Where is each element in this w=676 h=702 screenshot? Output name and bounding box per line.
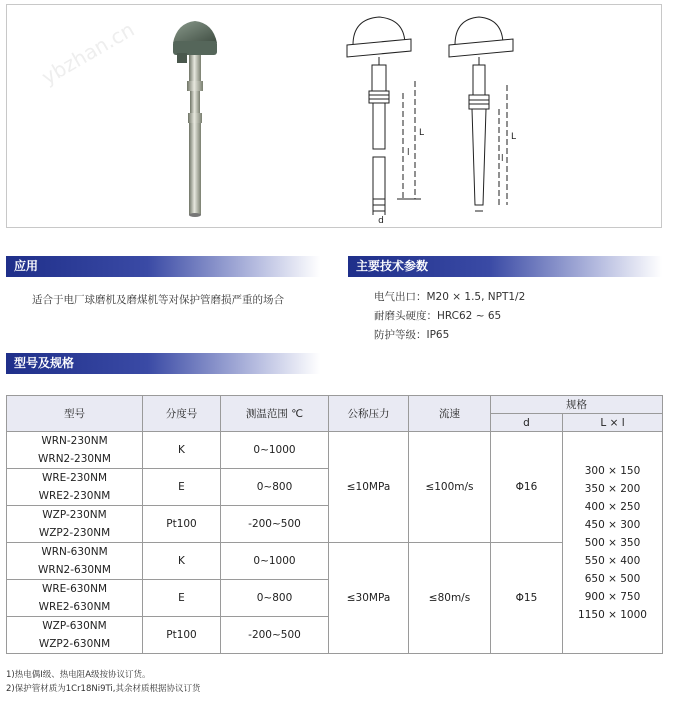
graduation-cell: E [143, 469, 221, 506]
tech-params-section-title: 主要技术参数 [348, 256, 662, 277]
lxl-value: 650 × 500 [584, 572, 641, 585]
footnote-2: 2)保护管材质为1Cr18Ni9Ti,其余材质根据协议订货 [6, 684, 201, 694]
flow-cell: ≤80m/s [409, 543, 491, 654]
lxl-value: 1150 × 1000 [578, 608, 647, 621]
model-name: WRE-630NM [41, 583, 108, 595]
range-cell: 0~1000 [221, 432, 329, 469]
application-text: 适合于电厂球磨机及磨煤机等对保护管磨损严重的场合 [32, 294, 284, 306]
model-name: WRE2-630NM [38, 601, 111, 613]
dimension-d-label: d [378, 216, 384, 226]
header-temp-range: 测温范围 ℃ [221, 396, 329, 432]
diameter-cell: Φ15 [491, 543, 563, 654]
range-cell: 0~800 [221, 469, 329, 506]
header-graduation: 分度号 [143, 396, 221, 432]
model-name: WRN2-630NM [38, 564, 111, 576]
tech-params-list [374, 288, 525, 345]
header-d: d [491, 414, 563, 432]
model-name: WZP2-230NM [38, 527, 111, 539]
dimension-L-label-2: L [511, 132, 517, 142]
header-spec: 规格 [491, 396, 663, 414]
header-flow: 流速 [409, 396, 491, 432]
range-cell: 0~800 [221, 580, 329, 617]
dimension-l-label-2: l [501, 154, 504, 164]
range-cell: -200~500 [221, 617, 329, 654]
specification-table [6, 395, 663, 654]
param-electrical-outlet: 电气出口：M20 × 1.5, NPT1/2 [374, 291, 526, 303]
param-protection-level: 防护等级：IP65 [374, 329, 450, 341]
lxl-value: 900 × 750 [584, 590, 641, 603]
product-image-panel [6, 4, 662, 228]
lxl-value: 400 × 250 [584, 500, 641, 513]
application-section-title: 应用 [6, 256, 320, 277]
dimension-l-label: l [407, 148, 410, 158]
diameter-cell: Φ16 [491, 432, 563, 543]
model-cell [7, 506, 143, 543]
graduation-cell: E [143, 580, 221, 617]
model-name: WRN-230NM [41, 435, 108, 447]
dimension-drawing-1 [347, 17, 421, 215]
header-model: 型号 [7, 396, 143, 432]
product-illustration [7, 5, 663, 229]
graduation-cell: Pt100 [143, 617, 221, 654]
svg-text:ybzhan.cn: ybzhan.cn [37, 17, 139, 90]
model-name: WZP2-630NM [38, 638, 111, 650]
models-section-title: 型号及规格 [6, 353, 320, 374]
table-row [7, 432, 663, 469]
model-cell [7, 580, 143, 617]
lxl-value: 350 × 200 [584, 482, 641, 495]
graduation-cell: K [143, 432, 221, 469]
model-cell [7, 617, 143, 654]
model-name: WZP-630NM [42, 620, 107, 632]
dimension-drawing-2 [449, 17, 513, 211]
lxl-value: 550 × 400 [584, 554, 641, 567]
header-lxl: L × l [563, 414, 663, 432]
pressure-cell: ≤10MPa [329, 432, 409, 543]
param-hardness: 耐磨头硬度：HRC62 ~ 65 [374, 310, 502, 322]
model-name: WZP-230NM [42, 509, 107, 521]
lxl-cell [563, 432, 663, 654]
header-pressure: 公称压力 [329, 396, 409, 432]
footnote-1: 1)热电偶Ⅰ级、热电阻A级按协议订货。 [6, 670, 151, 680]
flow-cell: ≤100m/s [409, 432, 491, 543]
model-name: WRN2-230NM [38, 453, 111, 465]
thermocouple-photo [173, 21, 217, 217]
lxl-value: 450 × 300 [584, 518, 641, 531]
range-cell: 0~1000 [221, 543, 329, 580]
range-cell: -200~500 [221, 506, 329, 543]
model-cell [7, 469, 143, 506]
footnotes [6, 668, 201, 696]
graduation-cell: Pt100 [143, 506, 221, 543]
model-cell [7, 543, 143, 580]
graduation-cell: K [143, 543, 221, 580]
lxl-value: 300 × 150 [584, 464, 641, 477]
model-name: WRE2-230NM [38, 490, 111, 502]
dimension-L-label: L [419, 128, 425, 138]
model-cell [7, 432, 143, 469]
lxl-value: 500 × 350 [584, 536, 641, 549]
model-name: WRN-630NM [41, 546, 108, 558]
pressure-cell: ≤30MPa [329, 543, 409, 654]
model-name: WRE-230NM [41, 472, 108, 484]
